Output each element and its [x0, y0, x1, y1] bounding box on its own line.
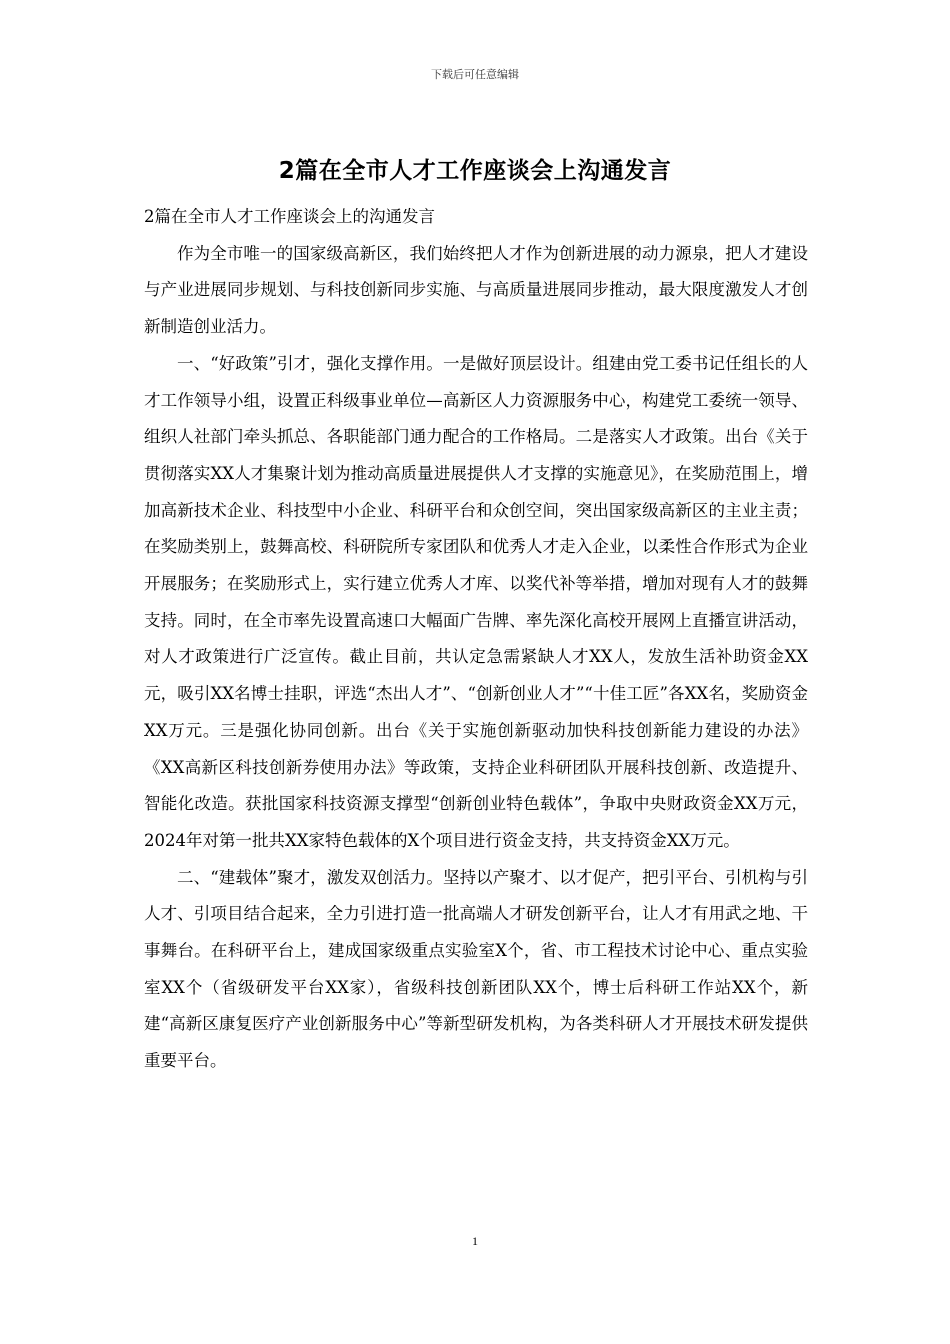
- page-number: 1: [472, 1234, 478, 1248]
- document-body: [144, 199, 808, 1080]
- document-title: 2篇在全市人才工作座谈会上沟通发言: [278, 158, 672, 184]
- paragraph-intro: 作为全市唯一的国家级高新区，我们始终把人才作为创新进展的动力源泉，把人才建设与产业进展同步规划、与科技创新同步实施、与高质量进展同步推动，最大限度激发人才创新制造创业活力。: [144, 243, 808, 337]
- paragraph-section-1: 一、“好政策”引才，强化支撑作用。一是做好顶层设计。组建由党工委书记任组长的人才工作领导小组，设置正科级事业单位—高新区人力资源服务中心，构建党工委统一领导、组织人社部门牵头抓总、各职能部门通力配合的工作格局。二是落实人才政策。出台《关于贯彻落实XX人才集聚计划为推动高质量进展提供人才支撑的实施意见》，在奖励范围上，增加高新技术企业、科技型中小企业、科研平台和众创空间，突出国家级高新区的主业主责；在奖励类别上，鼓舞高校、科研院所专家团队和优秀人才走入企业，以柔性合作形式为企业开展服务；在奖励形式上，实行建立优秀人才库、以奖代补等举措，增加对现有人才的鼓舞支持。同时，在全市率先设置高速口大幅面广告牌、率先深化高校开展网上直播宣讲活动，对人才政策进行广泛宣传。截止目前，共认定急需紧缺人才XX人，发放生活补助资金XX元，吸引XX名博士挂职，评选“杰出人才”、“创新创业人才”“十佳工匠”各XX名，奖励资金XX万元。三是强化协同创新。出台《关于实施创新驱动加快科技创新能力建设的办法》《XX高新区科技创新券使用办法》等政策，支持企业科研团队开展科技创新、改造提升、智能化改造。获批国家科技资源支撑型“创新创业特色载体”，争取中央财政资金XX万元，2024年对第一批共XX家特色载体的X个项目进行资金支持，共支持资金XX万元。: [144, 353, 808, 850]
- document-subtitle: 2篇在全市人才工作座谈会上的沟通发言: [144, 207, 435, 226]
- paragraph-section-2: 二、“建载体”聚才，激发双创活力。坚持以产聚才、以才促产，把引平台、引机构与引人才、引项目结合起来，全力引进打造一批高端人才研发创新平台，让人才有用武之地、干事舞台。在科研平台上，建成国家级重点实验室X个，省、市工程技术讨论中心、重点实验室XX个（省级研发平台XX家），省级科技创新团队XX个，博士后科研工作站XX个，新建“高新区康复医疗产业创新服务中心”等新型研发机构，为各类科研人才开展技术研发提供重要平台。: [144, 867, 808, 1071]
- header-note: 下载后可任意编辑: [431, 68, 519, 81]
